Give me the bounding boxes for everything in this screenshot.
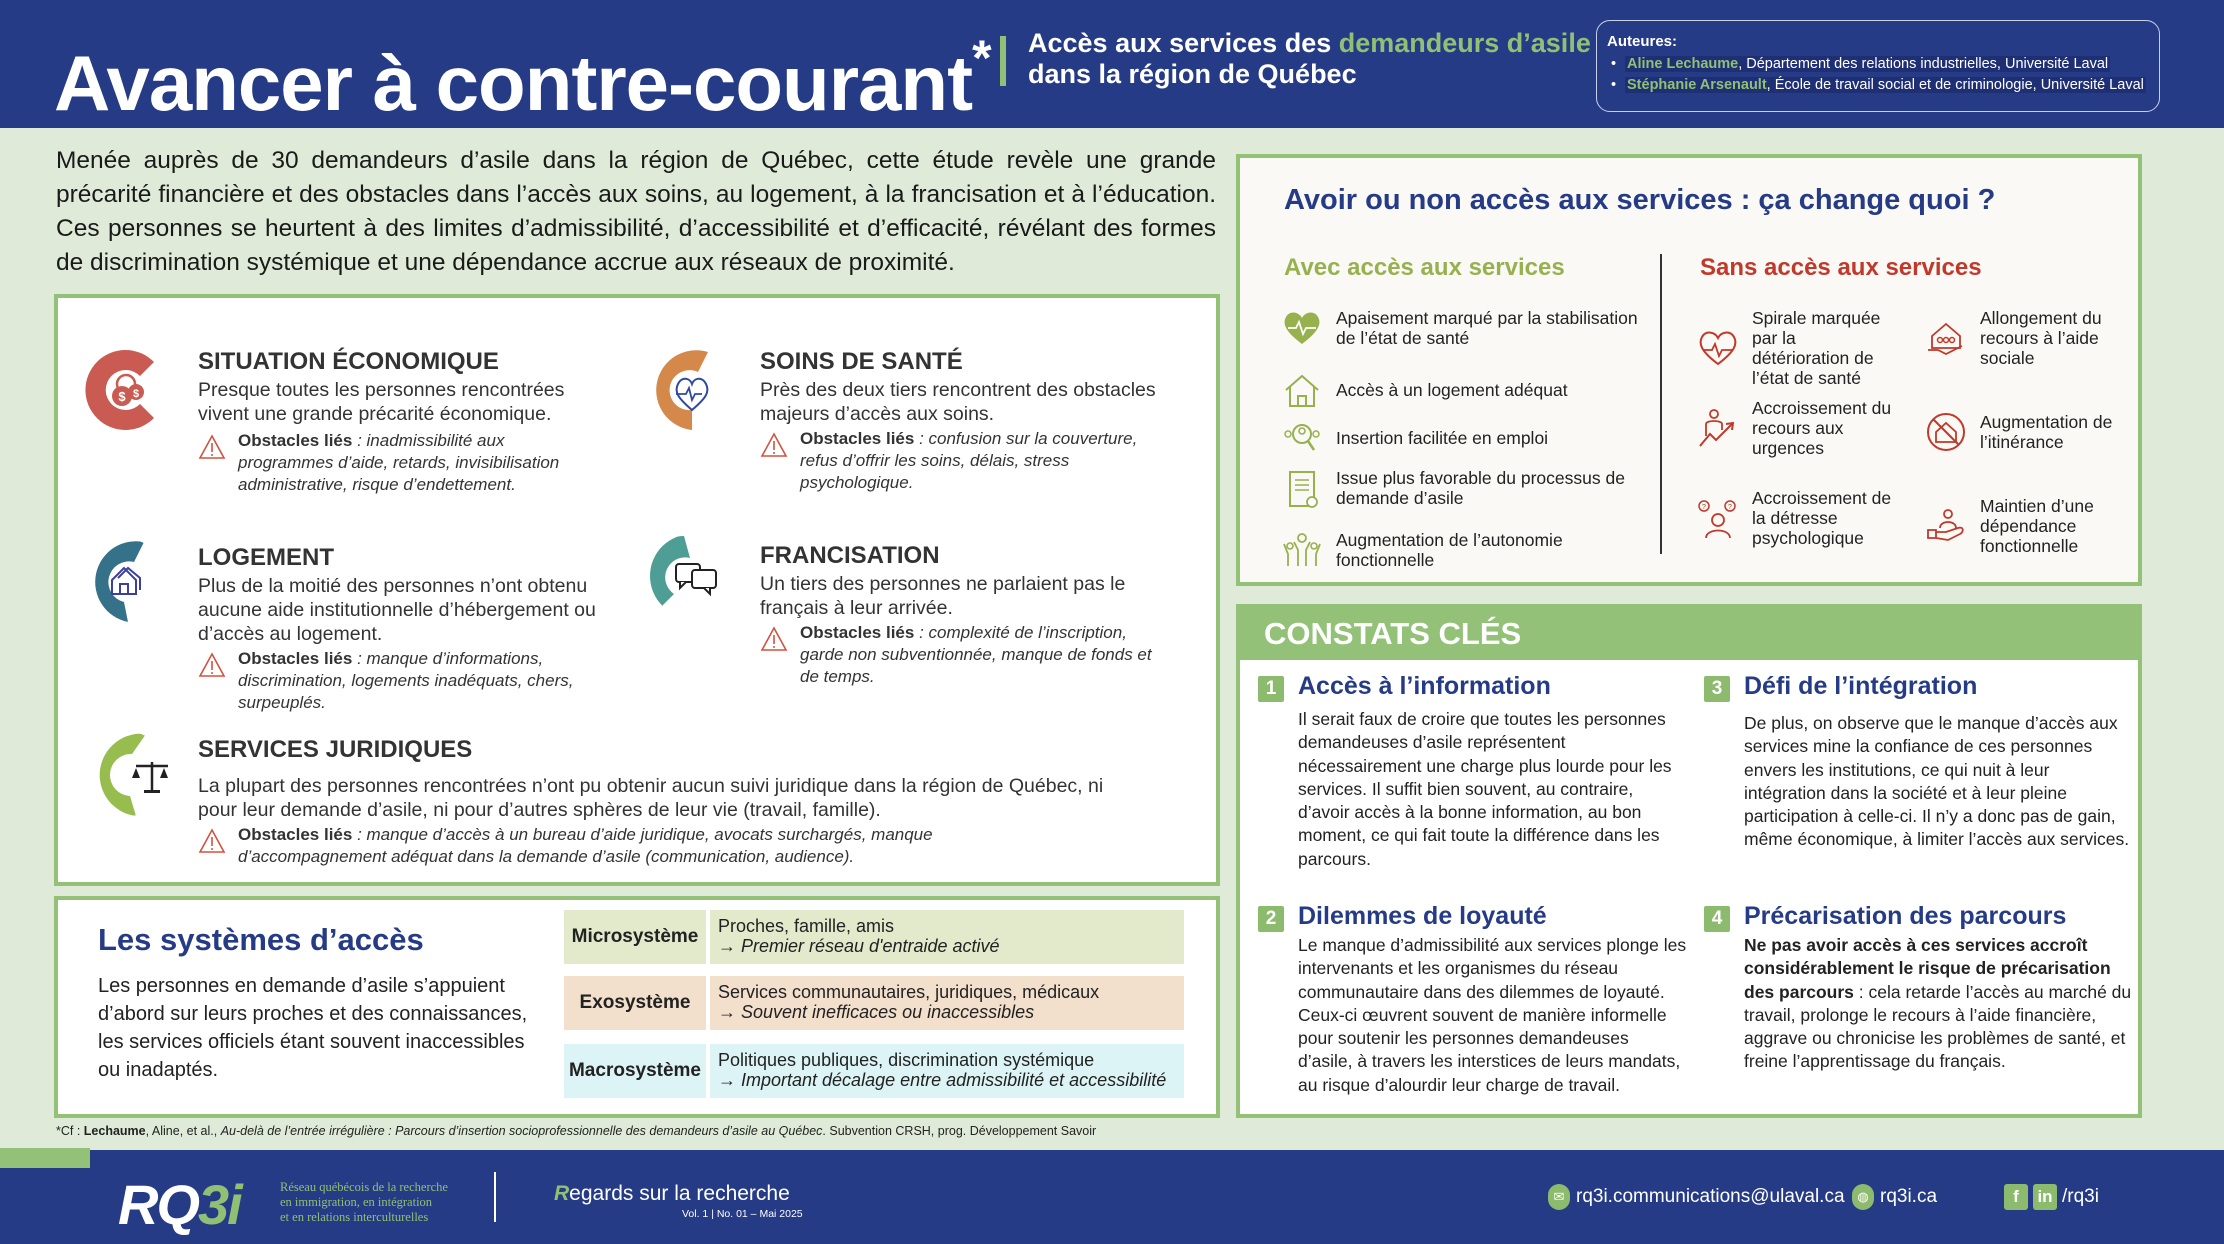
finding-text: Ne pas avoir accès à ces services accroît considérablement le risque de précarisation des parcours : cela retarde l’accès au marché du travail, prolonge le recours à l’aide financière, aggrave ou chronicise les problèmes de santé, et freine l’apprentissage du français.: [1744, 935, 2132, 1072]
svg-text:$: $: [118, 389, 126, 404]
email-link[interactable]: ✉ rq3i.communications@ulaval.ca: [1548, 1184, 1845, 1210]
access-title: Avoir ou non accès aux services : ça change quoi ?: [1284, 184, 1996, 216]
obstacles-note: Obstacles liés : confusion sur la couverture, refus d’offrir les soins, délais, stress psychologique.: [760, 428, 1160, 494]
system-value: Politiques publiques, discrimination systémique → Important décalage entre admissibilité et accessibilité: [710, 1044, 1184, 1098]
finding-title: Précarisation des parcours: [1744, 902, 2067, 930]
systems-desc: Les personnes en demande d’asile s’appuient d’abord sur leurs proches et des connaissances, les services officiels étant souvent inaccessibles ou inadaptés.: [98, 975, 528, 1081]
category-title: SITUATION ÉCONOMIQUE: [198, 348, 499, 375]
footer-divider: [494, 1172, 496, 1222]
obstacles-note: Obstacles liés : manque d’accès à un bureau d’aide juridique, avocats surchargés, manque d’accompagnement adéquat dans la demande d’asile (communication, audience).: [198, 824, 1018, 868]
finding-title: Défi de l’intégration: [1744, 672, 1978, 700]
authors-label: Auteures:: [1607, 33, 1678, 50]
category-desc: Un tiers des personnes ne parlaient pas le français à leur arrivée.: [760, 573, 1126, 619]
system-row-macro: [564, 1044, 1184, 1098]
without-item: ? ? Accroissement de la détresse psychologique: [1696, 488, 1896, 548]
obstacles-note: Obstacles liés : complexité de l’inscription, garde non subventionnée, manque de fonds et de temps.: [760, 622, 1160, 688]
warning-icon: [760, 432, 788, 458]
page-title: Avancer à contre-courant*: [54, 30, 991, 127]
with-item: Apaisement marqué par la stabilisation de l’état de santé: [1280, 306, 1640, 350]
category-title: SOINS DE SANTÉ: [760, 348, 963, 375]
houses-icon: [82, 538, 166, 622]
category-title: LOGEMENT: [198, 544, 334, 571]
finding-number: 2: [1258, 906, 1284, 932]
job-search-icon: [1280, 416, 1324, 460]
obstacles-note: Obstacles liés : inadmissibilité aux programmes d’aide, retards, invisibilisation administrative, risque d’endettement.: [198, 430, 598, 496]
subtitle-divider: [1000, 36, 1006, 86]
house-icon: [1280, 368, 1324, 412]
rq3i-tagline: Réseau québécois de la recherche en immigration, en intégration et en relations interculturelles: [280, 1180, 448, 1224]
finding-title: Accès à l’information: [1298, 672, 1551, 700]
author-item: • Aline Lechaume, Département des relations industrielles, Université Laval: [1607, 54, 2149, 75]
clipboard-check-icon: [1280, 466, 1324, 510]
category-title: FRANCISATION: [760, 542, 940, 569]
hand-person-icon: [1924, 504, 1968, 548]
without-item: Maintien d’une dépendance fonctionnelle: [1924, 496, 2124, 556]
key-findings-panel: [1236, 604, 2142, 1118]
obstacles-note: Obstacles liés : manque d’informations, discrimination, logements inadéquats, chers, surpeuplés.: [198, 648, 598, 714]
with-access-title: Avec accès aux services: [1284, 254, 1565, 281]
speech-bubbles-icon: [650, 534, 734, 618]
system-row-micro: [564, 910, 1184, 964]
warning-icon: [198, 652, 226, 678]
distress-icon: [1696, 496, 1740, 540]
subtitle: Accès aux services des demandeurs d’asile dans la région de Québec: [1028, 28, 1591, 89]
finding-number: 4: [1704, 906, 1730, 932]
finding-number: 3: [1704, 676, 1730, 702]
globe-icon: ◍: [1852, 1184, 1874, 1210]
category-desc: Plus de la moitié des personnes n’ont obtenu aucune aide institutionnelle d’hébergement ou d’accès au logement.: [198, 575, 596, 645]
finding-text: De plus, on observe que le manque d’accès aux services mine la confiance de ces personnes envers les institutions, ce qui nuit à leur intégration dans la société et à leur pleine participation à celle-ci. Il n’y a donc pas de gain, même économique, à limiter l’accès aux services.: [1744, 713, 2130, 850]
category-desc: Presque toutes les personnes rencontrées vivent une grande précarité économique.: [198, 379, 565, 425]
finding-number: 1: [1258, 676, 1284, 702]
without-access-title: Sans accès aux services: [1700, 254, 1982, 281]
heart-pulse-icon: [1280, 306, 1324, 350]
svg-text:?: ?: [1702, 504, 1706, 511]
footer-accent: [0, 1148, 90, 1168]
key-findings-title: CONSTATS CLÉS: [1240, 608, 2138, 660]
citation-footnote: *Cf : Lechaume, Aline, et al., Au-delà de l’entrée irrégulière : Parcours d’insertion socioprofessionnelle des demandeurs d’asile au Québec. Subvention CRSH, prog. Développement Savoir: [56, 1124, 1097, 1138]
with-item: Accès à un logement adéquat: [1280, 368, 1640, 412]
intro-paragraph: Menée auprès de 30 demandeurs d’asile dans la région de Québec, cette étude revèle une grande précarité financière et des obstacles dans l’accès aux soins, au logement, à la francisation et à l’éducation. Ces personnes se heurtent à des limites d’admissibilité, d’accessibilité et d’efficacité, révélant des formes de discrimination systémique et une dépendance accrue aux réseaux de proximité.: [56, 147, 1216, 276]
system-label: Exosystème: [564, 976, 706, 1030]
finding-title: Dilemmes de loyauté: [1298, 902, 1547, 930]
warning-icon: [198, 828, 226, 854]
without-item: Spirale marquée par la détérioration de l’état de santé: [1696, 308, 1896, 388]
category-desc: Près des deux tiers rencontrent des obstacles majeurs d’accès aux soins.: [760, 379, 1156, 425]
linkedin-icon[interactable]: in: [2033, 1184, 2057, 1210]
systems-title: Les systèmes d’accès: [98, 922, 424, 957]
system-value: Proches, famille, amis → Premier réseau d'entraide activé: [710, 910, 1184, 964]
finding-text: Il serait faux de croire que toutes les personnes demandeuses d’asile représentent nécessairement une charge plus lourde pour les services. Il suffit bien souvent, au contraire, d’avoir accès à la bonne information, au bon moment, ce qui fait toute la différence dans les parcours.: [1298, 709, 1672, 869]
author-item: • Stéphanie Arsenault, École de travail social et de criminologie, Université Laval: [1607, 75, 2149, 96]
rq3i-logo[interactable]: RQ3i: [118, 1173, 241, 1236]
without-item: Augmentation de l’itinérance: [1924, 410, 2124, 454]
warning-icon: [198, 434, 226, 460]
with-item: Augmentation de l’autonomie fonctionnelle: [1280, 528, 1640, 572]
access-comparison-panel: [1236, 154, 2142, 586]
warning-icon: [760, 626, 788, 652]
authors-box: [1596, 20, 2160, 112]
column-divider: [1660, 254, 1662, 554]
system-row-exo: [564, 976, 1184, 1030]
without-item: Accroissement du recours aux urgences: [1696, 398, 1896, 458]
facebook-icon[interactable]: f: [2004, 1184, 2028, 1210]
social-links: [2004, 1184, 2099, 1210]
category-title: SERVICES JURIDIQUES: [198, 736, 473, 763]
heart-pulse-icon: [1696, 326, 1740, 370]
social-handle: /rq3i: [2062, 1186, 2099, 1207]
finding-text: Le manque d’admissibilité aux services plonge les intervenants et les organismes du réseau communautaire dans des dilemmes de loyauté. Ceux-ci œuvrent souvent de manière informelle pour soutenir les personnes demandeuses d’asile, à travers les interstices de leurs mandats, au risque d’alourdir leur charge de travail.: [1298, 935, 1687, 1095]
no-house-icon: [1924, 410, 1968, 454]
without-item: Allongement du recours à l’aide sociale: [1924, 308, 2124, 368]
website-link[interactable]: ◍ rq3i.ca: [1852, 1184, 1937, 1210]
heart-pulse-icon: [650, 348, 734, 432]
system-value: Services communautaires, juridiques, médicaux → Souvent inefficaces ou inaccessibles: [710, 976, 1184, 1030]
category-desc: La plupart des personnes rencontrées n’ont pu obtenir aucun suivi juridique dans la région de Québec, ni pour leur demande d’asile, ni pour d’autres sphères de leur vie (travail, famille).: [198, 775, 1104, 821]
system-label: Microsystème: [564, 910, 706, 964]
house-hand-icon: [1924, 316, 1968, 360]
with-item: Insertion facilitée en emploi: [1280, 416, 1640, 460]
svg-text:$: $: [132, 388, 140, 400]
with-item: Issue plus favorable du processus de demande d’asile: [1280, 466, 1640, 510]
volume-info: Vol. 1 | No. 01 – Mai 2025: [682, 1208, 803, 1220]
mail-icon: ✉: [1548, 1184, 1570, 1210]
coins-icon: [82, 348, 166, 432]
people-cheering-icon: [1280, 528, 1324, 572]
svg-text:?: ?: [1728, 504, 1732, 511]
person-arrow-icon: [1696, 406, 1740, 450]
series-name: Regards sur la recherche: [554, 1182, 790, 1205]
system-label: Macrosystème: [564, 1044, 706, 1098]
scales-icon: [86, 732, 170, 816]
